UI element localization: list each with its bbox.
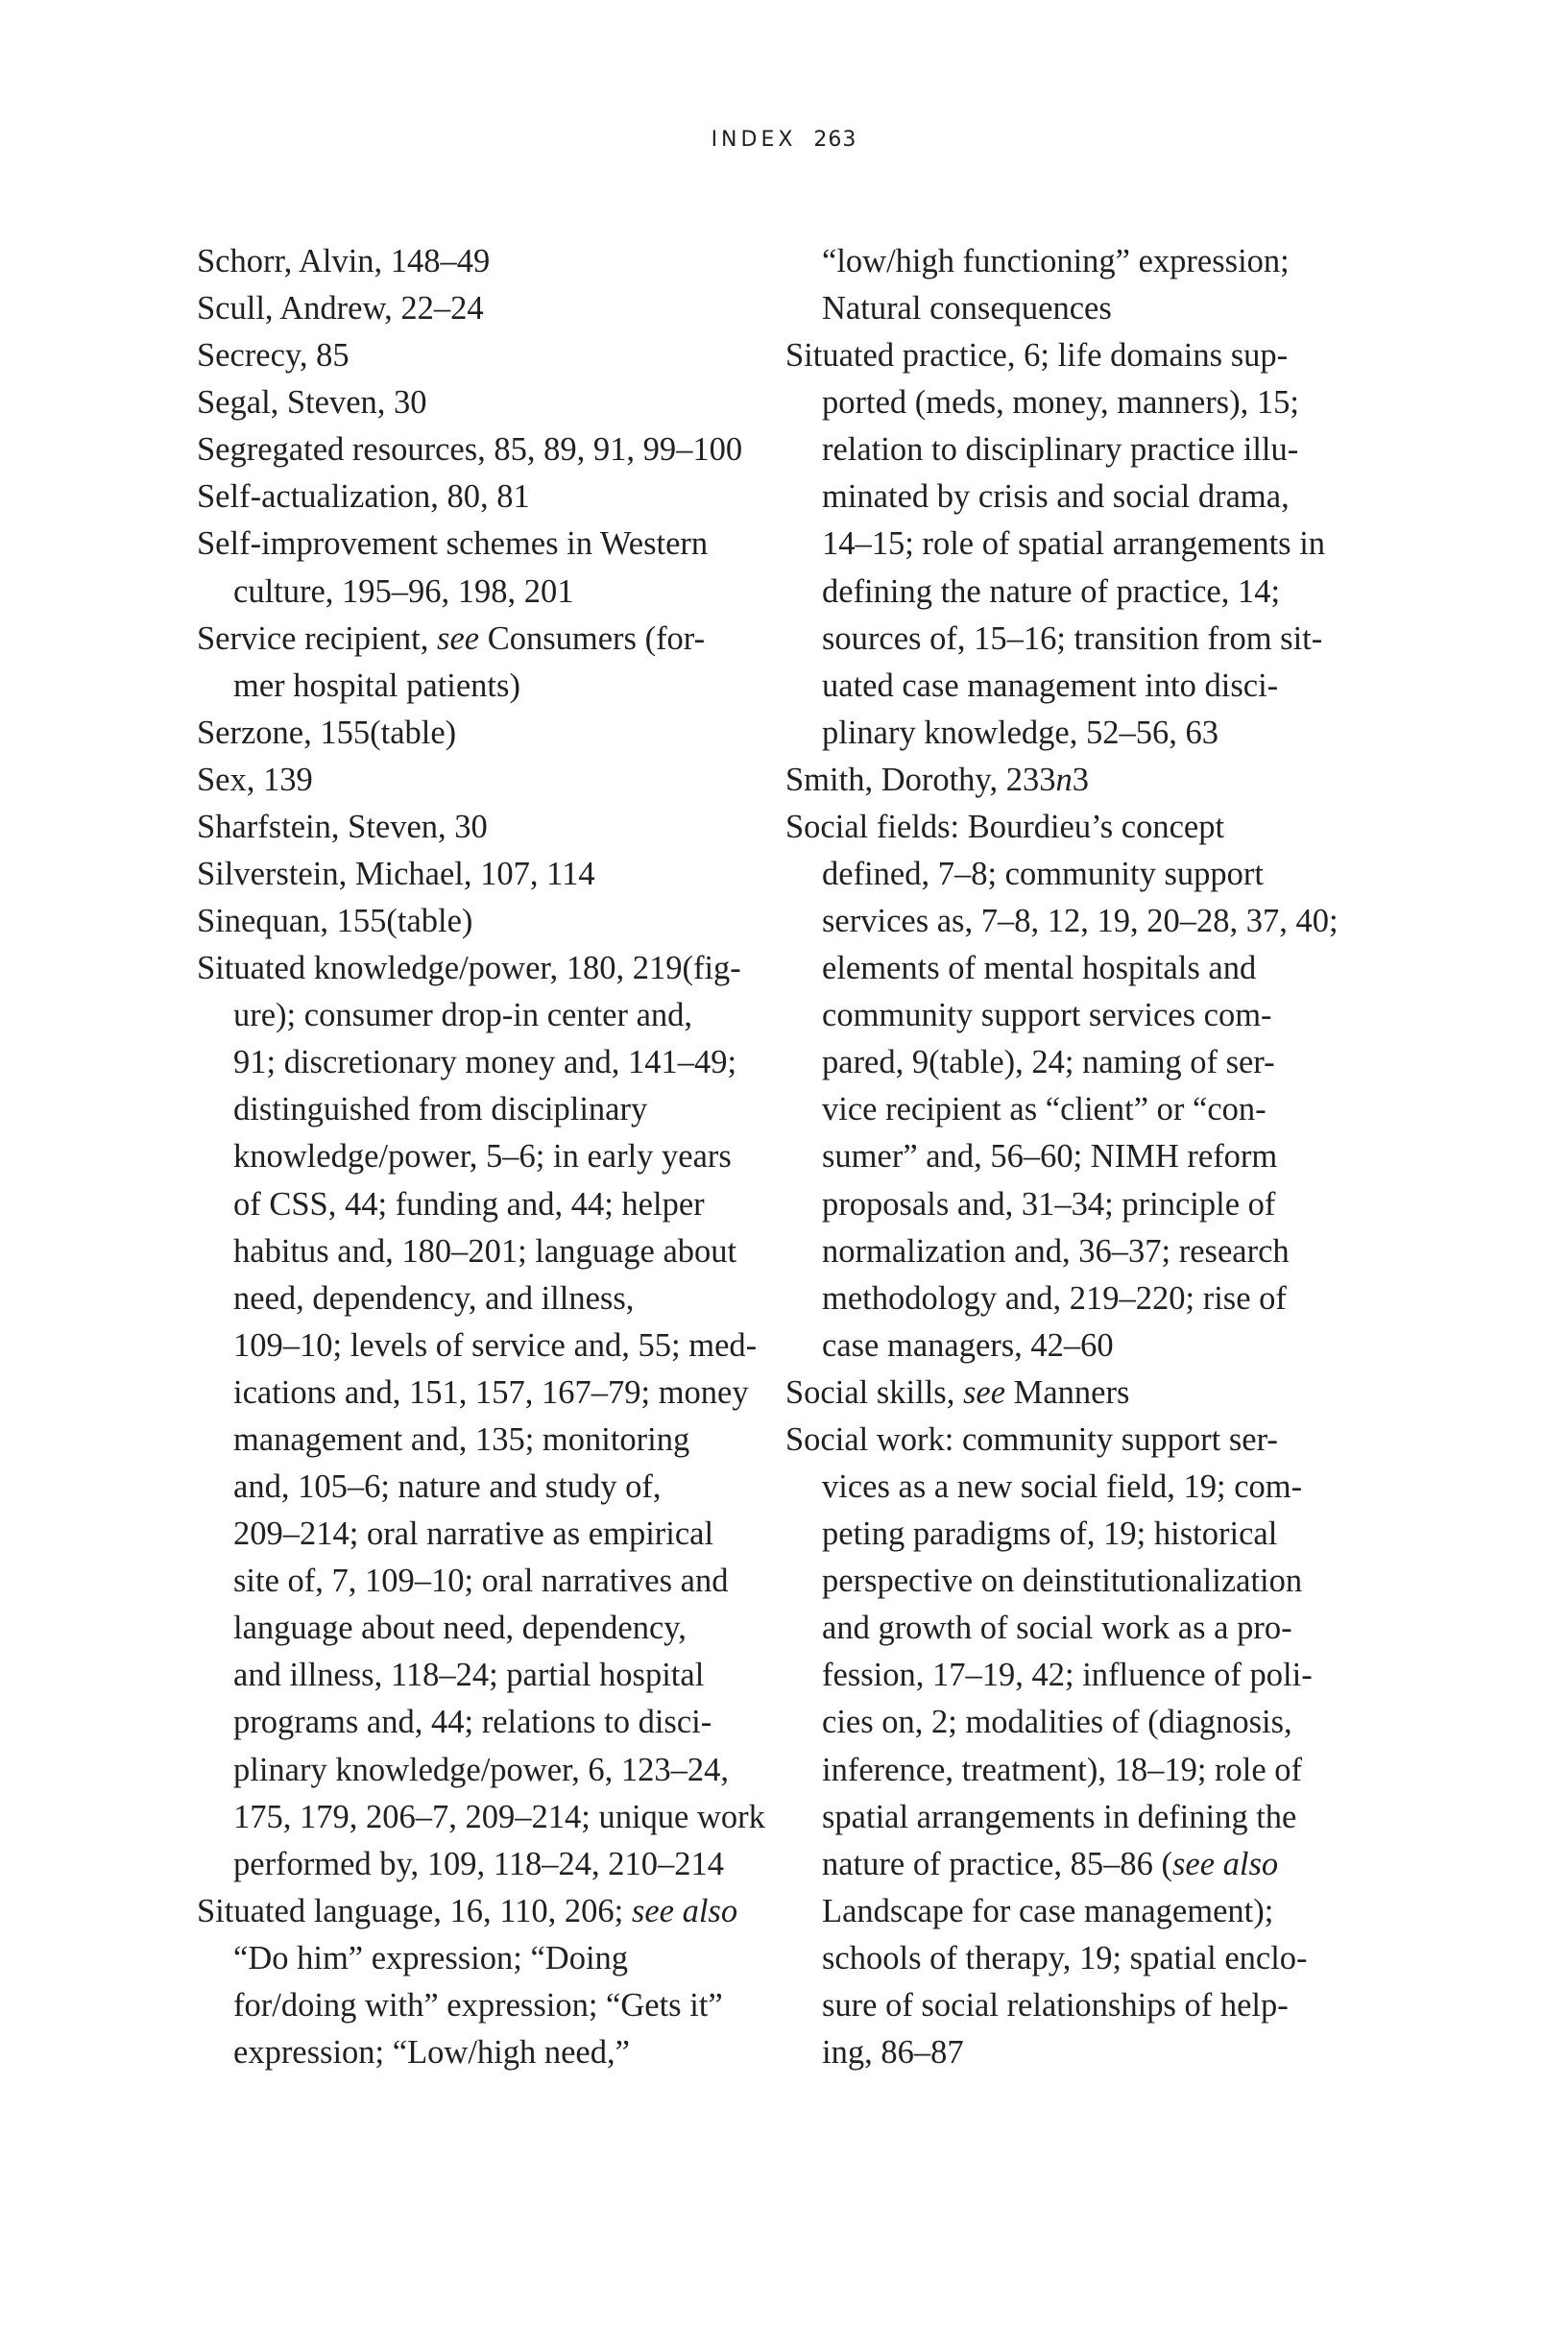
index-entry	[197, 804, 773, 851]
entry-text: minated by crisis and social drama,	[822, 478, 1290, 516]
entry-continuation-line	[197, 569, 773, 616]
entry-text: Service recipient,	[197, 619, 438, 657]
entry-text: 91; discretionary money and, 141–49;	[233, 1044, 737, 1081]
entry-continuation-line	[785, 898, 1362, 945]
entry-text: ications and, 151, 157, 167–79; money	[233, 1373, 749, 1411]
index-entry	[197, 710, 773, 757]
entry-text: Landscape for case management);	[822, 1892, 1274, 1929]
entry-continuation-line	[197, 1605, 773, 1652]
entry-text: Social work: community support ser-	[785, 1420, 1278, 1458]
entry-continuation-line	[785, 710, 1362, 757]
entry-heading-line	[785, 1370, 1362, 1417]
entry-continuation-line	[785, 1747, 1362, 1794]
entry-text: Self-improvement schemes in Western	[197, 525, 709, 563]
entry-continuation-line	[197, 1558, 773, 1605]
entry-text: uated case management into disci-	[822, 667, 1279, 704]
entry-continuation-line	[785, 521, 1362, 568]
entry-text: nature of practice, 85–86 (	[822, 1845, 1172, 1882]
entry-continuation-line	[785, 1841, 1362, 1888]
entry-text: expression; “Low/high need,”	[233, 2033, 630, 2071]
entry-continuation-line	[197, 1747, 773, 1794]
entry-text: and growth of social work as a pro-	[822, 1610, 1292, 1647]
entry-continuation-line	[197, 1181, 773, 1228]
index-entry	[785, 804, 1362, 1370]
entry-text: 175, 179, 206–7, 209–214; unique work	[233, 1798, 765, 1835]
entry-text: for/doing with” expression; “Gets it”	[233, 1986, 723, 2024]
entry-continuation-line	[197, 2029, 773, 2076]
entry-text: Manners	[1005, 1373, 1130, 1411]
entry-text: defined, 7–8; community support	[822, 856, 1264, 893]
entry-text: plinary knowledge/power, 6, 123–24,	[233, 1751, 730, 1788]
entry-heading-line	[197, 945, 773, 992]
entry-text: Natural consequences	[822, 290, 1112, 327]
index-entry	[197, 521, 773, 615]
entry-continuation-line	[785, 1982, 1362, 2029]
entry-text: vices as a new social field, 19; com-	[822, 1468, 1303, 1506]
entry-continuation-line	[197, 1464, 773, 1511]
index-entry	[197, 757, 773, 804]
entry-text: Secrecy, 85	[197, 337, 350, 375]
entry-continuation-line	[785, 1935, 1362, 1982]
entry-heading-line	[197, 332, 773, 379]
entry-heading-line	[197, 616, 773, 663]
entry-text: Segregated resources, 85, 89, 91, 99–100	[197, 431, 743, 469]
entry-text: case managers, 42–60	[822, 1326, 1114, 1364]
entry-text: knowledge/power, 5–6; in early years	[233, 1138, 732, 1176]
entry-continuation-line	[785, 1181, 1362, 1228]
entry-continuation-line	[785, 1605, 1362, 1652]
entry-continuation-line	[785, 1794, 1362, 1841]
entry-continuation-line	[197, 1511, 773, 1558]
entry-continuation-line	[197, 1275, 773, 1322]
index-entry	[197, 238, 773, 285]
entry-continuation-line	[785, 379, 1362, 426]
entry-heading-line	[785, 757, 1362, 804]
entry-text: need, dependency, and illness,	[233, 1279, 635, 1317]
entry-continuation-line	[785, 1039, 1362, 1086]
entry-continuation-line	[785, 945, 1362, 992]
entry-continuation-line	[197, 1370, 773, 1417]
entry-text: Sharfstein, Steven, 30	[197, 808, 488, 845]
entry-text: management and, 135; monitoring	[233, 1420, 690, 1458]
entry-continuation-line	[785, 616, 1362, 663]
entry-continuation-line	[785, 992, 1362, 1039]
entry-text: spatial arrangements in defining the	[822, 1798, 1297, 1835]
entry-text: Serzone, 155(table)	[197, 714, 457, 751]
entry-text: inference, treatment), 18–19; role of	[822, 1751, 1303, 1788]
entry-text: “Do him” expression; “Doing	[233, 1939, 629, 1976]
entry-text: services as, 7–8, 12, 19, 20–28, 37, 40;	[822, 903, 1339, 940]
index-entry	[785, 757, 1362, 804]
entry-heading-line	[197, 1888, 773, 1935]
entry-text: ure); consumer drop-in center and,	[233, 997, 693, 1034]
entry-text: Consumers (for-	[479, 619, 706, 657]
entry-text: peting paradigms of, 19; historical	[822, 1515, 1278, 1553]
index-entry	[197, 426, 773, 473]
entry-continuation-line	[197, 992, 773, 1039]
entry-heading-line	[785, 804, 1362, 851]
entry-text: and, 105–6; nature and study of,	[233, 1468, 662, 1506]
entry-continuation-line	[785, 1275, 1362, 1322]
entry-text: language about need, dependency,	[233, 1610, 687, 1647]
entry-text: 3	[1072, 761, 1089, 798]
entry-continuation-line	[197, 1039, 773, 1086]
entry-text: Social fields: Bourdieu’s concept	[785, 808, 1225, 845]
index-entry	[197, 379, 773, 426]
entry-text: culture, 195–96, 198, 201	[233, 572, 574, 610]
entry-heading-line	[785, 1417, 1362, 1464]
entry-heading-line	[197, 379, 773, 426]
entry-text: distinguished from disciplinary	[233, 1091, 648, 1128]
entry-continuation-line	[197, 1935, 773, 1982]
entry-continuation-line	[785, 851, 1362, 898]
entry-text: site of, 7, 109–10; oral narratives and	[233, 1563, 729, 1600]
entry-text: Segal, Steven, 30	[197, 384, 427, 422]
index-entry	[785, 1417, 1362, 2076]
entry-text: Social skills,	[785, 1373, 963, 1411]
index-entry	[197, 285, 773, 332]
entry-text: sure of social relationships of help-	[822, 1986, 1289, 2024]
entry-text: methodology and, 219–220; rise of	[822, 1279, 1287, 1317]
index-column-left	[197, 238, 773, 2076]
entry-continuation-line	[197, 1794, 773, 1841]
entry-text: “low/high functioning” expression;	[822, 243, 1290, 279]
entry-text: Situated practice, 6; life domains sup-	[785, 337, 1289, 375]
entry-text: elements of mental hospitals and	[822, 950, 1257, 987]
entry-text: defining the nature of practice, 14;	[822, 572, 1281, 610]
entry-text: 14–15; role of spatial arrangements in	[822, 525, 1326, 563]
entry-heading-line	[197, 804, 773, 851]
entry-heading-line	[197, 473, 773, 521]
entry-text: programs and, 44; relations to disci-	[233, 1704, 712, 1741]
entry-text: community support services com-	[822, 997, 1272, 1034]
entry-heading-line	[197, 710, 773, 757]
entry-text: normalization and, 36–37; research	[822, 1232, 1290, 1270]
entry-continuation-line	[785, 663, 1362, 710]
entry-text: Situated language, 16, 110, 206;	[197, 1892, 632, 1929]
entry-continuation-line	[785, 1652, 1362, 1699]
entry-continuation-line	[785, 2029, 1362, 2076]
entry-continuation-line	[197, 1982, 773, 2029]
entry-text: ported (meds, money, manners), 15;	[822, 384, 1299, 422]
entry-continuation-line	[197, 1086, 773, 1133]
entry-text: performed by, 109, 118–24, 210–214	[233, 1845, 725, 1882]
entry-heading-line	[197, 898, 773, 945]
entry-continuation-line	[197, 663, 773, 710]
entry-continuation-line	[785, 426, 1362, 473]
entry-text: fession, 17–19, 42; influence of poli-	[822, 1657, 1313, 1694]
italic-cross-reference: n	[1055, 761, 1073, 798]
entry-continuation-line	[785, 1558, 1362, 1605]
entry-continuation-line	[785, 1699, 1362, 1746]
entry-text: plinary knowledge, 52–56, 63	[822, 714, 1218, 751]
entry-heading-line	[197, 285, 773, 332]
entry-continuation-line	[197, 1652, 773, 1699]
entry-text: vice recipient as “client” or “con-	[822, 1091, 1266, 1128]
index-entry	[197, 851, 773, 898]
index-entry	[785, 1370, 1362, 1417]
entry-text: of CSS, 44; funding and, 44; helper	[233, 1185, 705, 1223]
entry-text: perspective on deinstitutionalization	[822, 1563, 1303, 1600]
entry-text: habitus and, 180–201; language about	[233, 1232, 737, 1270]
entry-text: mer hospital patients)	[233, 667, 520, 704]
italic-cross-reference: see also	[631, 1892, 738, 1929]
entry-text: Self-actualization, 80, 81	[197, 478, 530, 516]
entry-text: schools of therapy, 19; spatial enclo-	[822, 1939, 1308, 1976]
entry-continuation-line	[785, 473, 1362, 521]
entry-continuation-line	[785, 1464, 1362, 1511]
entry-text: Smith, Dorothy, 233	[785, 761, 1056, 798]
entry-text: 109–10; levels of service and, 55; med-	[233, 1326, 758, 1364]
entry-text: sources of, 15–16; transition from sit-	[822, 619, 1323, 657]
entry-heading-line	[197, 851, 773, 898]
entry-text: Sex, 139	[197, 761, 313, 798]
entry-heading-line	[197, 757, 773, 804]
entry-continuation-line	[785, 1511, 1362, 1558]
index-entry	[197, 332, 773, 379]
entry-text: pared, 9(table), 24; naming of ser-	[822, 1044, 1275, 1081]
entry-text: 209–214; oral narrative as empirical	[233, 1515, 714, 1553]
page-number: 263	[813, 128, 857, 152]
running-head	[0, 126, 1568, 155]
entry-text: Situated knowledge/power, 180, 219(fig-	[197, 950, 741, 987]
entry-text: proposals and, 31–34; principle of	[822, 1185, 1276, 1223]
entry-continuation-line	[197, 1133, 773, 1180]
entry-heading-line	[785, 332, 1362, 379]
entry-heading-line	[197, 426, 773, 473]
index-entry	[197, 616, 773, 710]
entry-continuation-line	[785, 569, 1362, 616]
entry-continuation-line	[197, 1699, 773, 1746]
entry-text: ing, 86–87	[822, 2033, 964, 2071]
entry-continuation-line	[785, 1228, 1362, 1275]
entry-continuation-line	[785, 1086, 1362, 1133]
entry-text: Schorr, Alvin, 148–49	[197, 243, 491, 279]
entry-continuation-line	[785, 1133, 1362, 1180]
entry-continuation-line	[197, 1322, 773, 1370]
entry-continuation-line	[785, 285, 1362, 332]
entry-text: sumer” and, 56–60; NIMH reform	[822, 1138, 1278, 1176]
index-entry	[197, 1888, 773, 2076]
index-entry	[197, 898, 773, 945]
entry-text: Scull, Andrew, 22–24	[197, 290, 484, 327]
italic-cross-reference: see	[962, 1373, 1006, 1411]
italic-cross-reference: see also	[1171, 1845, 1279, 1882]
index-entry	[785, 238, 1362, 332]
section-title: INDEX	[711, 128, 797, 152]
entry-text: Silverstein, Michael, 107, 114	[197, 856, 595, 893]
entry-text: Sinequan, 155(table)	[197, 903, 473, 940]
index-column-right	[785, 238, 1362, 2076]
entry-continuation-line	[785, 1322, 1362, 1370]
entry-text: and illness, 118–24; partial hospital	[233, 1657, 705, 1694]
entry-continuation-line	[785, 238, 1362, 285]
index-entry	[197, 473, 773, 521]
index-entry	[785, 332, 1362, 757]
index-entry	[197, 945, 773, 1888]
entry-continuation-line	[785, 1888, 1362, 1935]
entry-continuation-line	[197, 1841, 773, 1888]
italic-cross-reference: see	[437, 619, 480, 657]
entry-continuation-line	[197, 1228, 773, 1275]
entry-continuation-line	[197, 1417, 773, 1464]
entry-heading-line	[197, 238, 773, 285]
entry-heading-line	[197, 521, 773, 568]
entry-text: relation to disciplinary practice illu-	[822, 431, 1299, 469]
entry-text: cies on, 2; modalities of (diagnosis,	[822, 1704, 1292, 1741]
